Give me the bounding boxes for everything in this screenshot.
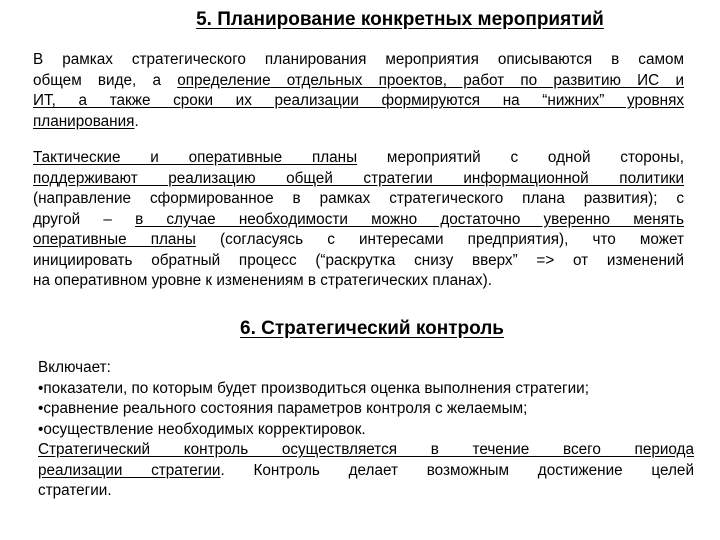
bullet-item: •осуществление необходимых корректировок. [38, 420, 366, 438]
text-line: (направление сформированное в рамках стратегического плана развития); с [33, 190, 684, 207]
underlined-text: Тактические и оперативные планы [33, 149, 358, 166]
section-6-body [38, 358, 694, 502]
text-span: общем виде, а [33, 71, 178, 89]
bullet-item: •сравнение реального состояния параметров контроля с желаемым; [38, 400, 528, 417]
text-line [33, 148, 684, 169]
text-line: инициировать обратный процесс (“раскрутка снизу вверх” => от изменений [33, 251, 684, 269]
text-span: . Контроль делает возможным достижение целей [220, 461, 694, 479]
text-line: стратегии. [38, 482, 112, 499]
underlined-text-line: поддерживают реализацию общей стратегии информационной политики [33, 169, 684, 187]
bullet-item: •показатели, по которым будет производиться оценка выполнения стратегии; [38, 379, 589, 397]
text-span: . [134, 112, 139, 130]
underlined-text: определение отдельных проектов, работ по развитию ИС и [177, 71, 684, 89]
underlined-text-line: Стратегический контроль осуществляется в течение всего периода [38, 441, 694, 458]
section-5-paragraph-2 [33, 148, 684, 292]
section-5-title: 5. Планирование конкретных мероприятий [196, 9, 604, 30]
underlined-text: оперативные планы [33, 231, 196, 248]
text-line [38, 461, 694, 482]
text-line [33, 71, 684, 92]
intro-text: Включает: [38, 359, 111, 376]
text-span: мероприятий с одной стороны, [357, 149, 684, 166]
underlined-text-line: ИТ, а также сроки их реализации формируются на “нижних” уровнях [33, 92, 684, 109]
text-line [33, 210, 684, 231]
section-5-paragraph-1 [33, 50, 684, 132]
underlined-text: реализации стратегии [38, 461, 221, 479]
text-span: другой – [33, 210, 136, 228]
text-span: (согласуясь с интересами предприятия), что может [195, 231, 684, 248]
section-6-title: 6. Стратегический контроль [240, 318, 504, 339]
underlined-text: в случае необходимости можно достаточно уверенно менять [135, 210, 684, 228]
text-line: В рамках стратегического планирования мероприятия описываются в самом [33, 51, 684, 68]
text-line [33, 230, 684, 251]
text-line: на оперативном уровне к изменениям в стратегических планах). [33, 272, 493, 289]
underlined-text: планирования [33, 112, 135, 130]
text-line [33, 112, 684, 133]
